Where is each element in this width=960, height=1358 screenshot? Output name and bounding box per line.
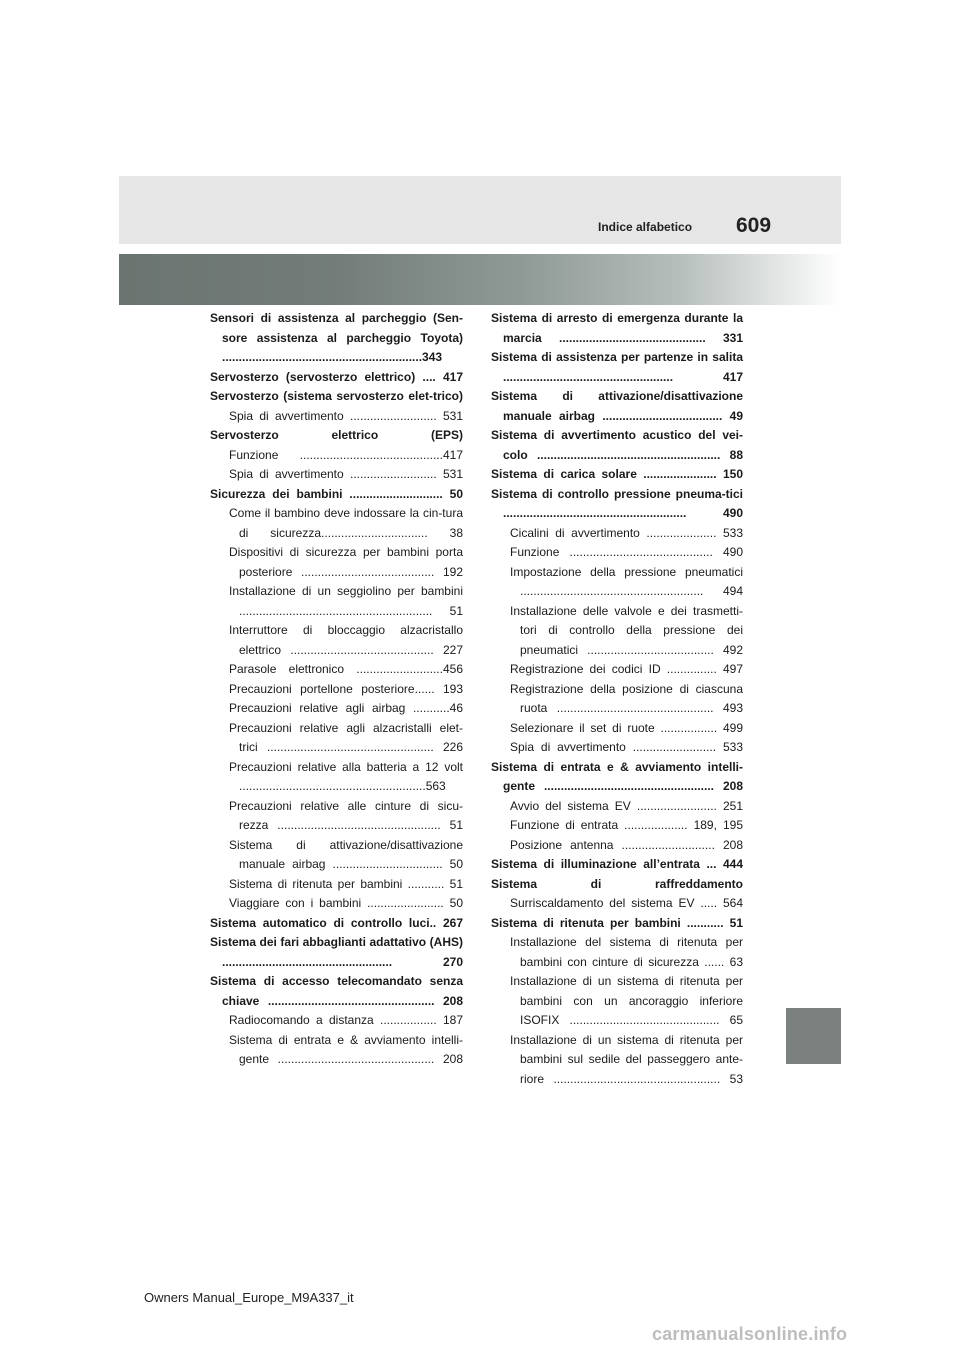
index-entry: Sistema di illuminazione all’entrata ... 444 [491, 857, 743, 871]
index-subentry: Selezionare il set di ruote ................. 499 [510, 720, 743, 735]
index-subentry: Funzione di entrata ................... 189, 195 [510, 818, 743, 832]
index-column-right [491, 309, 743, 1089]
index-subentry: Funzione ........................................... 490 [510, 545, 743, 559]
index-entry: Servosterzo (sistema servosterzo elet-trico) [210, 389, 463, 403]
index-entry: Servosterzo (servosterzo elettrico) .... 417 [210, 369, 463, 384]
index-entry: Servosterzo elettrico (EPS) [210, 428, 463, 442]
index-entry: Sistema di raffreddamento [491, 876, 743, 891]
index-subentry: Installazione di un sistema di ritenuta per bambini sul sedile del passeggero ante-riore .................................................. 53 [510, 1032, 743, 1086]
index-subentry: Spia di avvertimento .......................... 531 [229, 408, 463, 423]
index-subentry: Precauzioni relative alla batteria a 12 volt ........................................................563 [229, 759, 463, 793]
index-entry: Sistema di assistenza per partenze in salita ................................................... 417 [491, 350, 743, 384]
index-subentry: Precauzioni relative agli alzacristalli elet-trici .................................................. 226 [229, 720, 463, 754]
index-entry: Sistema di avvertimento acustico del vei-colo ....................................................... 88 [491, 428, 743, 462]
index-subentry: Come il bambino deve indossare la cin-tura di sicurezza................................ 38 [229, 506, 463, 540]
index-entry: Sistema di accesso telecomandato senza chiave .................................................. 208 [210, 974, 463, 1008]
index-entry: Sistema di entrata e & avviamento intelli-gente ................................................... 208 [491, 759, 743, 793]
index-subentry: Interruttore di bloccaggio alzacristallo elettrico ........................................... 227 [229, 623, 463, 657]
index-subentry: Sistema di ritenuta per bambini ........... 51 [229, 876, 463, 891]
index-subentry: Precauzioni relative alle cinture di sicu-rezza ................................................. 51 [229, 798, 463, 832]
index-subentry: Dispositivi di sicurezza per bambini porta posteriore ........................................ 192 [229, 545, 463, 579]
index-subentry: Installazione delle valvole e dei trasmetti-tori di controllo della pressione dei pneumatici ...................................... 492 [510, 603, 743, 657]
index-subentry: Sistema di entrata e & avviamento intelli-gente ............................................... 208 [229, 1032, 463, 1066]
index-subentry: Spia di avvertimento ......................... 533 [510, 740, 743, 754]
index-subentry: Impostazione della pressione pneumatici ....................................................... 494 [510, 564, 743, 598]
index-subentry: Cicalini di avvertimento ..................... 533 [510, 525, 743, 540]
decorative-gradient-band [119, 254, 841, 305]
index-subentry: Surriscaldamento del sistema EV ..... 564 [510, 896, 743, 910]
index-subentry: Precauzioni portellone posteriore...... 193 [229, 681, 463, 696]
section-title: Indice alfabetico [598, 220, 693, 234]
watermark: carmanualsonline.info [652, 1324, 848, 1344]
index-subentry: Registrazione della posizione di ciascuna ruota ............................................... 493 [510, 681, 743, 715]
index-subentry: Spia di avvertimento .......................... 531 [229, 467, 463, 481]
index-entry: Sistema di attivazione/disattivazione manuale airbag .................................... 49 [491, 389, 743, 423]
chapter-tab [786, 1008, 841, 1064]
index-subentry: Installazione di un seggiolino per bambini .......................................................... 51 [229, 584, 463, 618]
index-entry: Sicurezza dei bambini ............................ 50 [210, 486, 463, 501]
index-subentry: Funzione ...........................................417 [229, 447, 463, 462]
header-band [119, 176, 841, 244]
index-column-left [210, 309, 463, 1070]
index-subentry: Precauzioni relative agli airbag ...........46 [229, 701, 463, 715]
footer-manual-id: Owners Manual_Europe_M9A337_it [144, 1290, 354, 1305]
index-entry: Sistema di carica solare ...................... 150 [491, 467, 743, 481]
index-entry: Sistema automatico di controllo luci.. 267 [210, 915, 463, 930]
index-entry: Sistema dei fari abbaglianti adattativo (AHS) ................................................... 270 [210, 935, 463, 969]
index-subentry: Avvio del sistema EV ........................ 251 [510, 798, 743, 813]
index-entry: Sistema di ritenuta per bambini ........... 51 [491, 915, 743, 930]
index-entry: Sistema di controllo pressione pneuma-tici ....................................................... 490 [491, 486, 743, 520]
index-subentry: Registrazione dei codici ID ............... 497 [510, 662, 743, 676]
index-subentry: Parasole elettronico ..........................456 [229, 662, 463, 676]
index-entry: Sensori di assistenza al parcheggio (Sen-sore assistenza al parcheggio Toyota) ............................................................343 [210, 311, 463, 364]
index-subentry: Installazione del sistema di ritenuta per bambini con cinture di sicurezza ...... 63 [510, 935, 743, 969]
index-subentry: Installazione di un sistema di ritenuta per bambini con un ancoraggio inferiore ISOFIX ............................................. 65 [510, 974, 743, 1027]
index-entry: Sistema di arresto di emergenza durante la marcia ............................................ 331 [491, 311, 743, 345]
index-subentry: Radiocomando a distanza ................. 187 [229, 1013, 463, 1027]
index-subentry: Sistema di attivazione/disattivazione manuale airbag ................................. 50 [229, 837, 463, 871]
page-number: 609 [736, 214, 772, 237]
index-subentry: Posizione antenna ............................ 208 [510, 837, 743, 852]
index-subentry: Viaggiare con i bambini ....................... 50 [229, 896, 463, 910]
